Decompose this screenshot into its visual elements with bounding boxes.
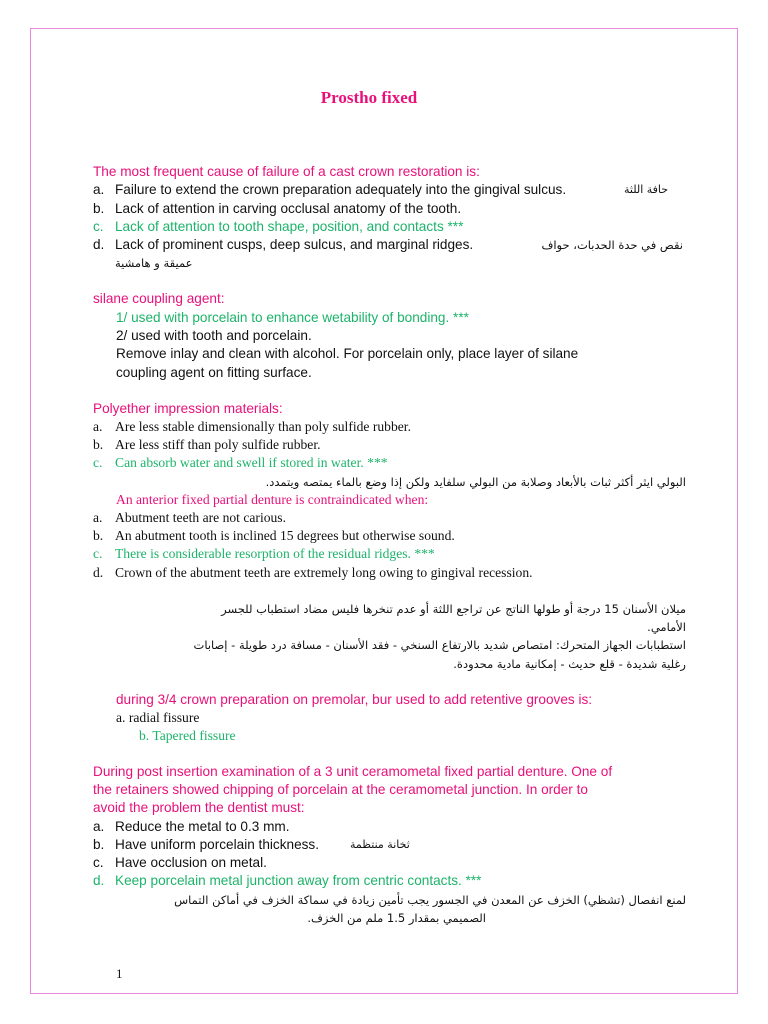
q5-option-a: a. radial fissure xyxy=(116,710,200,725)
question-6-line-3: avoid the problem the dentist must: xyxy=(93,800,305,815)
option-label: d. xyxy=(93,873,105,888)
q6-option-a xyxy=(93,818,290,836)
q6-option-b xyxy=(93,836,410,854)
q4-c-text: There is considerable resorption of the residual ridges. *** xyxy=(115,546,435,561)
q6-c-text: Have occlusion on metal. xyxy=(115,855,267,870)
q4-arabic-2: الأمامي. xyxy=(647,620,686,634)
q3-a-text: Are less stable dimensionally than poly sulfide rubber. xyxy=(115,419,411,434)
q1-option-b xyxy=(93,200,462,218)
option-label: b. xyxy=(93,528,104,543)
q6-arabic-2: الصميمي بمقدار 1.5 ملم من الخزف. xyxy=(307,911,486,925)
q4-arabic-4: رغلية شديدة - قلع حديث - إمكانية مادية محدودة. xyxy=(453,657,686,671)
q1-a-text: Failure to extend the crown preparation adequately into the gingival sulcus. xyxy=(115,182,567,197)
q3-option-a xyxy=(93,418,411,436)
option-label: b. xyxy=(93,837,105,852)
q2-option-1: 1/ used with porcelain to enhance wetability of bonding. *** xyxy=(116,310,469,325)
q6-option-c xyxy=(93,854,267,872)
q2-note-1: Remove inlay and clean with alcohol. For porcelain only, place layer of silane xyxy=(116,346,579,361)
q1-d-arabic-2: عميقة و هامشية xyxy=(115,256,193,270)
q4-b-text: An abutment tooth is inclined 15 degrees but otherwise sound. xyxy=(115,528,455,543)
option-label: a. xyxy=(93,182,105,197)
q6-arabic-1: لمنع انفصال (تشظي) الخزف عن المعدن في الجسور يجب تأمين زيادة في سماكة الخزف في أماكن التماس xyxy=(174,893,686,907)
q4-arabic-3: استطبابات الجهاز المتحرك: امتصاص شديد بالارتفاع السنخي - فقد الأسنان - مسافة درد طويلة - إصابات xyxy=(193,638,686,652)
q1-c-text: Lack of attention to tooth shape, position, and contacts *** xyxy=(115,219,464,234)
q3-arabic-note: البولي ايثر أكثر ثبات بالأبعاد وصلابة من البولي سلفايد ولكن إذا وضع بالماء يمتصه ويتمدد. xyxy=(265,475,686,489)
q2-note-2: coupling agent on fitting surface. xyxy=(116,365,312,380)
option-label: b. xyxy=(93,201,105,216)
option-label: d. xyxy=(93,237,105,252)
q1-d-text: Lack of prominent cusps, deep sulcus, and marginal ridges. xyxy=(115,237,474,252)
q3-option-c xyxy=(93,454,388,472)
option-label: a. xyxy=(93,419,103,434)
question-3: Polyether impression materials: xyxy=(93,401,283,416)
q6-a-text: Reduce the metal to 0.3 mm. xyxy=(115,819,290,834)
option-label: a. xyxy=(93,510,103,525)
option-label: c. xyxy=(93,546,103,561)
option-label: d. xyxy=(93,565,104,580)
q1-option-d xyxy=(93,236,474,254)
q5-option-b: b. Tapered fissure xyxy=(139,728,236,743)
option-label: c. xyxy=(93,219,104,234)
page-title: Prostho fixed xyxy=(320,88,418,107)
question-4: An anterior fixed partial denture is contraindicated when: xyxy=(116,492,429,507)
q3-b-text: Are less stiff than poly sulfide rubber. xyxy=(115,437,321,452)
q6-b-arabic: ثخانة منتظمة xyxy=(350,838,410,851)
q6-b-text: Have uniform porcelain thickness. xyxy=(115,837,319,852)
q4-d-text: Crown of the abutment teeth are extremely long owing to gingival recession. xyxy=(115,565,533,580)
q1-b-text: Lack of attention in carving occlusal anatomy of the tooth. xyxy=(115,201,462,216)
option-label: b. xyxy=(93,437,104,452)
q4-a-text: Abutment teeth are not carious. xyxy=(115,510,286,525)
question-6-line-2: the retainers showed chipping of porcelain at the ceramometal junction. In order to xyxy=(93,782,588,797)
q6-d-text: Keep porcelain metal junction away from centric contacts. *** xyxy=(115,873,482,888)
q3-c-text: Can absorb water and swell if stored in water. *** xyxy=(115,455,388,470)
question-6-line-1: During post insertion examination of a 3 unit ceramometal fixed partial denture. One of xyxy=(93,764,613,779)
q2-option-2: 2/ used with tooth and porcelain. xyxy=(116,328,312,343)
q1-a-arabic: حافة اللثة xyxy=(624,183,669,196)
question-1: The most frequent cause of failure of a cast crown restoration is: xyxy=(93,164,480,179)
q4-option-a xyxy=(93,509,286,527)
question-5: during 3/4 crown preparation on premolar, bur used to add retentive grooves is: xyxy=(116,692,593,707)
q4-option-d xyxy=(93,564,533,582)
q3-option-b xyxy=(93,436,321,454)
q6-option-d xyxy=(93,872,482,890)
option-label: c. xyxy=(93,855,104,870)
q4-arabic-1: ميلان الأسنان 15 درجة أو طولها الناتج عن تراجع اللثة أو عدم تنخرها فليس مضاد استطباب للجسر xyxy=(221,602,686,616)
q1-d-arabic-1: نقص في حدة الحدبات، حواف xyxy=(541,238,683,252)
option-label: c. xyxy=(93,455,103,470)
option-label: a. xyxy=(93,819,105,834)
question-2: silane coupling agent: xyxy=(93,291,225,306)
q1-option-c xyxy=(93,218,464,236)
q4-option-b xyxy=(93,527,455,545)
q1-option-a xyxy=(93,181,669,199)
q4-option-c xyxy=(93,545,435,563)
page-number: 1 xyxy=(116,966,123,981)
